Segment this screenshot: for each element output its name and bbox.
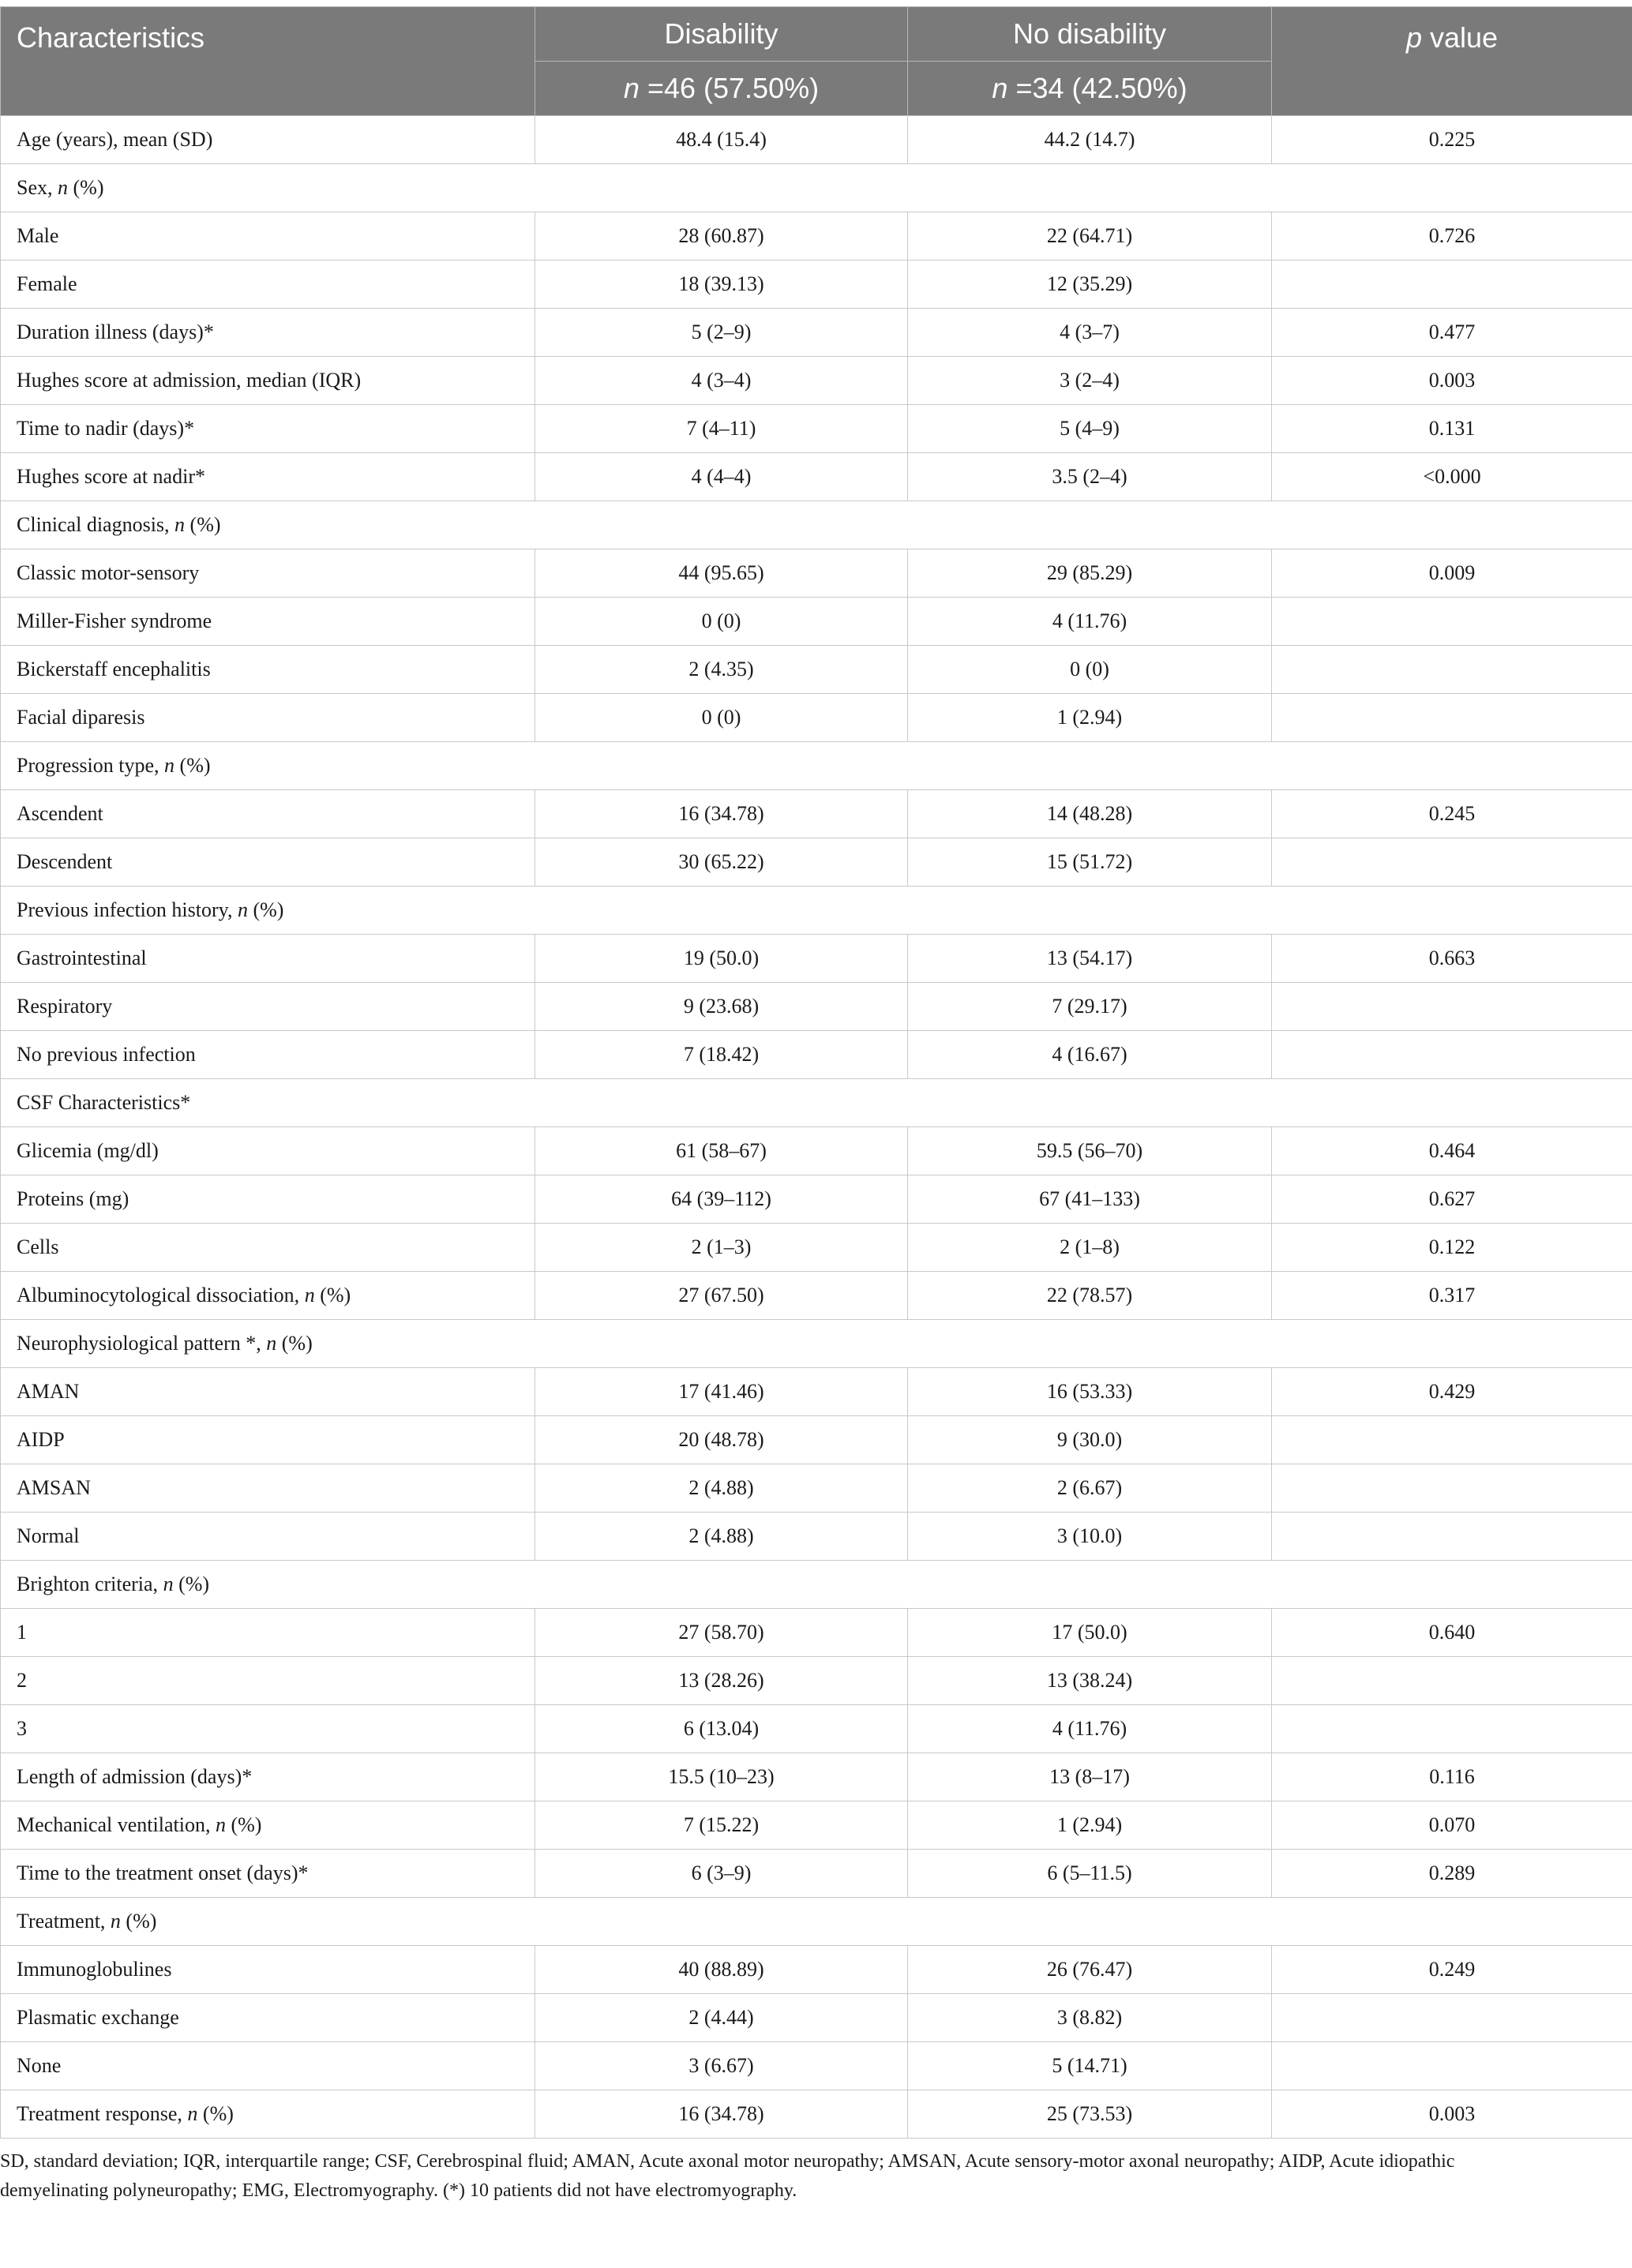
table-section-row — [1, 1561, 1632, 1609]
row-label — [1, 1272, 535, 1320]
cell-no-disability: 13 (54.17) — [908, 935, 1272, 983]
row-label — [1, 983, 535, 1031]
row-label — [1, 1127, 535, 1175]
table-row — [1, 935, 1632, 983]
row-label-suffix: (%) — [247, 898, 284, 921]
cell-disability: 17 (41.46) — [535, 1368, 908, 1416]
row-label-text: AIDP — [17, 1427, 65, 1451]
row-label-text: Treatment, — [17, 1909, 111, 1932]
cell-no-disability: 13 (38.24) — [908, 1657, 1272, 1705]
table-section-row — [1, 501, 1632, 549]
row-label-italic: n — [304, 1283, 315, 1306]
row-label — [1, 261, 535, 309]
cell-p-value: 0.464 — [1272, 1127, 1632, 1175]
cell-no-disability: 3 (2–4) — [908, 357, 1272, 405]
table-row — [1, 1657, 1632, 1705]
cell-no-disability: 16 (53.33) — [908, 1368, 1272, 1416]
row-label-text: Bickerstaff encephalitis — [17, 657, 211, 680]
row-label-text: Respiratory — [17, 994, 113, 1018]
cell-no-disability: 3.5 (2–4) — [908, 453, 1272, 501]
table-row — [1, 1946, 1632, 1994]
cell-p-value — [1272, 2042, 1632, 2090]
table-header — [1, 7, 1632, 116]
cell-disability: 9 (23.68) — [535, 983, 908, 1031]
table-row — [1, 1801, 1632, 1850]
table-row — [1, 694, 1632, 742]
cell-no-disability: 4 (16.67) — [908, 1031, 1272, 1079]
row-label-italic: n — [266, 1331, 277, 1355]
cell-disability: 7 (15.22) — [535, 1801, 908, 1850]
row-label-text: Gastrointestinal — [17, 946, 147, 969]
row-label-text: Miller-Fisher syndrome — [17, 609, 212, 632]
cell-p-value — [1272, 1994, 1632, 2042]
row-label-text: Classic motor-sensory — [17, 560, 200, 584]
cell-p-value: 0.070 — [1272, 1801, 1632, 1850]
table-row — [1, 309, 1632, 357]
cell-no-disability: 7 (29.17) — [908, 983, 1272, 1031]
cell-disability: 2 (4.88) — [535, 1513, 908, 1561]
cell-disability: 4 (3–4) — [535, 357, 908, 405]
row-label-text: None — [17, 2053, 62, 2077]
row-label — [1, 357, 535, 405]
cell-disability: 5 (2–9) — [535, 309, 908, 357]
cell-p-value: 0.116 — [1272, 1753, 1632, 1801]
row-label-text: No previous infection — [17, 1042, 196, 1066]
header-disability-n-rest: =46 (57.50%) — [639, 72, 820, 104]
header-disability-n — [535, 62, 908, 116]
row-label — [1, 1031, 535, 1079]
cell-p-value — [1272, 1657, 1632, 1705]
row-label-text: Age (years), mean (SD) — [17, 127, 213, 151]
row-label-text: Plasmatic exchange — [17, 2005, 179, 2029]
cell-disability: 6 (13.04) — [535, 1705, 908, 1753]
row-label-suffix: (%) — [197, 2101, 234, 2125]
cell-no-disability: 5 (14.71) — [908, 2042, 1272, 2090]
cell-p-value — [1272, 1705, 1632, 1753]
cell-disability: 2 (4.35) — [535, 646, 908, 694]
row-label-text: CSF Characteristics* — [17, 1090, 191, 1114]
table-row — [1, 838, 1632, 887]
header-no-disability-n-rest: =34 (42.50%) — [1007, 72, 1187, 104]
cell-no-disability: 3 (8.82) — [908, 1994, 1272, 2042]
cell-disability: 20 (48.78) — [535, 1416, 908, 1464]
row-label — [1, 1079, 1632, 1127]
row-label-text: Previous infection history, — [17, 898, 238, 921]
row-label — [1, 1320, 1632, 1368]
row-label — [1, 116, 535, 164]
row-label-text: Sex, — [17, 175, 58, 199]
cell-p-value: 0.663 — [1272, 935, 1632, 983]
cell-disability: 19 (50.0) — [535, 935, 908, 983]
row-label-text: Cells — [17, 1235, 59, 1258]
table-row — [1, 790, 1632, 838]
row-label-suffix: (%) — [185, 512, 221, 536]
row-label-text: Immunoglobulines — [17, 1957, 172, 1981]
row-label-italic: n — [174, 512, 186, 536]
cell-no-disability: 29 (85.29) — [908, 549, 1272, 598]
cell-no-disability: 67 (41–133) — [908, 1175, 1272, 1224]
table-row — [1, 405, 1632, 453]
row-label-text: AMAN — [17, 1379, 80, 1403]
row-label — [1, 549, 535, 598]
table-row — [1, 1753, 1632, 1801]
row-label — [1, 1994, 535, 2042]
table-row — [1, 1850, 1632, 1898]
row-label — [1, 1705, 535, 1753]
row-label-text: Male — [17, 223, 59, 247]
cell-p-value: 0.289 — [1272, 1850, 1632, 1898]
cell-no-disability: 3 (10.0) — [908, 1513, 1272, 1561]
row-label — [1, 1368, 535, 1416]
table-row — [1, 1705, 1632, 1753]
row-label-text: Brighton criteria, — [17, 1572, 163, 1595]
row-label-text: Proteins (mg) — [17, 1186, 129, 1210]
row-label — [1, 1561, 1632, 1609]
cell-disability: 30 (65.22) — [535, 838, 908, 887]
row-label — [1, 694, 535, 742]
row-label — [1, 790, 535, 838]
cell-disability: 16 (34.78) — [535, 2090, 908, 2139]
characteristics-table — [0, 6, 1632, 2139]
header-disability: Disability — [535, 7, 908, 62]
cell-p-value: <0.000 — [1272, 453, 1632, 501]
row-label-text: Progression type, — [17, 753, 165, 777]
table-row — [1, 598, 1632, 646]
table-section-row — [1, 887, 1632, 935]
cell-no-disability: 44.2 (14.7) — [908, 116, 1272, 164]
cell-no-disability: 4 (3–7) — [908, 309, 1272, 357]
cell-p-value — [1272, 1416, 1632, 1464]
row-label-suffix: (%) — [314, 1283, 351, 1306]
row-label — [1, 1464, 535, 1513]
table-section-row — [1, 164, 1632, 212]
row-label-italic: n — [237, 898, 248, 921]
cell-no-disability: 0 (0) — [908, 646, 1272, 694]
row-label-text: Hughes score at nadir* — [17, 464, 205, 488]
row-label-text: Albuminocytological dissociation, — [17, 1283, 305, 1306]
table-row — [1, 453, 1632, 501]
cell-disability: 2 (4.88) — [535, 1464, 908, 1513]
cell-disability: 13 (28.26) — [535, 1657, 908, 1705]
row-label-suffix: (%) — [276, 1331, 313, 1355]
row-label — [1, 2090, 535, 2139]
cell-p-value — [1272, 646, 1632, 694]
cell-disability: 2 (4.44) — [535, 1994, 908, 2042]
table-page — [0, 6, 1632, 2139]
cell-no-disability: 25 (73.53) — [908, 2090, 1272, 2139]
cell-no-disability: 22 (78.57) — [908, 1272, 1272, 1320]
cell-no-disability: 12 (35.29) — [908, 261, 1272, 309]
cell-disability: 18 (39.13) — [535, 261, 908, 309]
row-label-text: Treatment response, — [17, 2101, 188, 2125]
row-label-text: Neurophysiological pattern *, — [17, 1331, 267, 1355]
cell-disability: 27 (67.50) — [535, 1272, 908, 1320]
cell-p-value: 0.003 — [1272, 357, 1632, 405]
cell-p-value: 0.249 — [1272, 1946, 1632, 1994]
row-label-suffix: (%) — [225, 1813, 262, 1836]
row-label-text: 3 — [17, 1716, 27, 1740]
row-label-text: Descendent — [17, 849, 113, 873]
row-label — [1, 887, 1632, 935]
table-row — [1, 212, 1632, 261]
cell-no-disability: 9 (30.0) — [908, 1416, 1272, 1464]
cell-disability: 28 (60.87) — [535, 212, 908, 261]
row-label-italic: n — [110, 1909, 121, 1932]
header-no-disability: No disability — [908, 7, 1272, 62]
row-label — [1, 1513, 535, 1561]
cell-no-disability: 5 (4–9) — [908, 405, 1272, 453]
table-row — [1, 983, 1632, 1031]
cell-disability: 61 (58–67) — [535, 1127, 908, 1175]
row-label — [1, 1609, 535, 1657]
row-label — [1, 1224, 535, 1272]
table-row — [1, 261, 1632, 309]
cell-disability: 7 (4–11) — [535, 405, 908, 453]
row-label — [1, 405, 535, 453]
cell-no-disability: 2 (1–8) — [908, 1224, 1272, 1272]
cell-disability: 48.4 (15.4) — [535, 116, 908, 164]
row-label-italic: n — [187, 2101, 198, 2125]
row-label — [1, 1753, 535, 1801]
row-label — [1, 1657, 535, 1705]
row-label-text: 2 — [17, 1668, 27, 1692]
cell-disability: 44 (95.65) — [535, 549, 908, 598]
cell-p-value: 0.726 — [1272, 212, 1632, 261]
header-characteristics: Characteristics — [1, 7, 535, 116]
cell-disability: 27 (58.70) — [535, 1609, 908, 1657]
cell-no-disability: 6 (5–11.5) — [908, 1850, 1272, 1898]
table-body — [1, 116, 1632, 2139]
row-label-suffix: (%) — [173, 1572, 210, 1595]
table-section-row — [1, 1079, 1632, 1127]
row-label — [1, 1946, 535, 1994]
row-label — [1, 1801, 535, 1850]
cell-no-disability: 26 (76.47) — [908, 1946, 1272, 1994]
row-label-text: Glicemia (mg/dl) — [17, 1138, 159, 1162]
row-label-text: Ascendent — [17, 801, 103, 825]
cell-p-value — [1272, 1464, 1632, 1513]
row-label — [1, 212, 535, 261]
cell-no-disability: 1 (2.94) — [908, 1801, 1272, 1850]
row-label-text: Clinical diagnosis, — [17, 512, 175, 536]
row-label-text: Female — [17, 272, 77, 295]
row-label-suffix: (%) — [174, 753, 211, 777]
cell-disability: 6 (3–9) — [535, 1850, 908, 1898]
cell-p-value — [1272, 838, 1632, 887]
cell-p-value: 0.131 — [1272, 405, 1632, 453]
row-label — [1, 838, 535, 887]
cell-no-disability: 4 (11.76) — [908, 1705, 1272, 1753]
header-no-disability-n-italic: n — [992, 72, 1008, 104]
cell-p-value — [1272, 1031, 1632, 1079]
table-row — [1, 1368, 1632, 1416]
header-disability-n-italic: n — [623, 72, 640, 104]
table-row — [1, 1272, 1632, 1320]
row-label-text: Hughes score at admission, median (IQR) — [17, 368, 362, 392]
row-label — [1, 1175, 535, 1224]
cell-disability: 3 (6.67) — [535, 2042, 908, 2090]
table-row — [1, 1464, 1632, 1513]
row-label — [1, 501, 1632, 549]
table-row — [1, 1609, 1632, 1657]
table-row — [1, 646, 1632, 694]
table-footnote — [0, 2147, 1626, 2206]
row-label-text: Length of admission (days)* — [17, 1764, 253, 1788]
table-row — [1, 1031, 1632, 1079]
cell-p-value: 0.640 — [1272, 1609, 1632, 1657]
table-row — [1, 1127, 1632, 1175]
table-row — [1, 1513, 1632, 1561]
row-label-text: Mechanical ventilation, — [17, 1813, 216, 1836]
row-label-text: AMSAN — [17, 1475, 91, 1499]
cell-no-disability: 22 (64.71) — [908, 212, 1272, 261]
row-label-italic: n — [164, 753, 175, 777]
table-section-row — [1, 1898, 1632, 1946]
row-label-suffix: (%) — [68, 175, 104, 199]
table-row — [1, 1175, 1632, 1224]
cell-p-value: 0.225 — [1272, 116, 1632, 164]
row-label-text: Normal — [17, 1524, 80, 1547]
cell-no-disability: 13 (8–17) — [908, 1753, 1272, 1801]
row-label-text: 1 — [17, 1620, 27, 1644]
table-row — [1, 1994, 1632, 2042]
table-row — [1, 1224, 1632, 1272]
cell-p-value: 0.009 — [1272, 549, 1632, 598]
row-label — [1, 1850, 535, 1898]
row-label-text: Duration illness (days)* — [17, 320, 214, 343]
cell-disability: 16 (34.78) — [535, 790, 908, 838]
row-label — [1, 742, 1632, 790]
table-row — [1, 357, 1632, 405]
cell-disability: 0 (0) — [535, 694, 908, 742]
header-p-rest: value — [1421, 21, 1499, 54]
row-label — [1, 1898, 1632, 1946]
cell-no-disability: 4 (11.76) — [908, 598, 1272, 646]
cell-disability: 7 (18.42) — [535, 1031, 908, 1079]
cell-disability: 40 (88.89) — [535, 1946, 908, 1994]
row-label-suffix: (%) — [120, 1909, 157, 1932]
table-row — [1, 2042, 1632, 2090]
row-label — [1, 935, 535, 983]
cell-no-disability: 59.5 (56–70) — [908, 1127, 1272, 1175]
cell-p-value — [1272, 261, 1632, 309]
cell-p-value: 0.477 — [1272, 309, 1632, 357]
table-row — [1, 1416, 1632, 1464]
header-no-disability-n — [908, 62, 1272, 116]
table-row — [1, 549, 1632, 598]
table-row — [1, 2090, 1632, 2139]
cell-p-value: 0.317 — [1272, 1272, 1632, 1320]
row-label-text: Time to the treatment onset (days)* — [17, 1861, 309, 1884]
row-label-italic: n — [163, 1572, 174, 1595]
row-label-text: Time to nadir (days)* — [17, 416, 195, 440]
header-p-italic: p — [1405, 21, 1422, 54]
cell-disability: 4 (4–4) — [535, 453, 908, 501]
cell-p-value: 0.245 — [1272, 790, 1632, 838]
row-label-text: Facial diparesis — [17, 705, 145, 729]
cell-p-value: 0.003 — [1272, 2090, 1632, 2139]
row-label — [1, 453, 535, 501]
cell-p-value: 0.429 — [1272, 1368, 1632, 1416]
cell-disability: 15.5 (10–23) — [535, 1753, 908, 1801]
header-p-value — [1272, 7, 1632, 116]
cell-disability: 64 (39–112) — [535, 1175, 908, 1224]
row-label — [1, 598, 535, 646]
cell-p-value — [1272, 694, 1632, 742]
footnote-line-1: SD, standard deviation; IQR, interquartile range; CSF, Cerebrospinal fluid; AMAN, Acute axonal motor neuropathy; AMSAN, Acute sensory-motor axonal neuropathy; AIDP, Acute idiopathic — [0, 2151, 1455, 2172]
cell-no-disability: 15 (51.72) — [908, 838, 1272, 887]
cell-p-value: 0.627 — [1272, 1175, 1632, 1224]
cell-p-value: 0.122 — [1272, 1224, 1632, 1272]
cell-no-disability: 17 (50.0) — [908, 1609, 1272, 1657]
table-section-row — [1, 742, 1632, 790]
row-label-italic: n — [58, 175, 68, 199]
cell-disability: 0 (0) — [535, 598, 908, 646]
cell-no-disability: 14 (48.28) — [908, 790, 1272, 838]
cell-p-value — [1272, 983, 1632, 1031]
cell-no-disability: 1 (2.94) — [908, 694, 1272, 742]
cell-p-value — [1272, 598, 1632, 646]
cell-disability: 2 (1–3) — [535, 1224, 908, 1272]
row-label — [1, 2042, 535, 2090]
row-label — [1, 1416, 535, 1464]
footnote-line-2: demyelinating polyneuropathy; EMG, Electromyography. (*) 10 patients did not have electromyography. — [0, 2180, 797, 2202]
row-label — [1, 646, 535, 694]
cell-no-disability: 2 (6.67) — [908, 1464, 1272, 1513]
table-section-row — [1, 1320, 1632, 1368]
row-label — [1, 164, 1632, 212]
table-row — [1, 116, 1632, 164]
cell-p-value — [1272, 1513, 1632, 1561]
row-label — [1, 309, 535, 357]
row-label-italic: n — [215, 1813, 226, 1836]
